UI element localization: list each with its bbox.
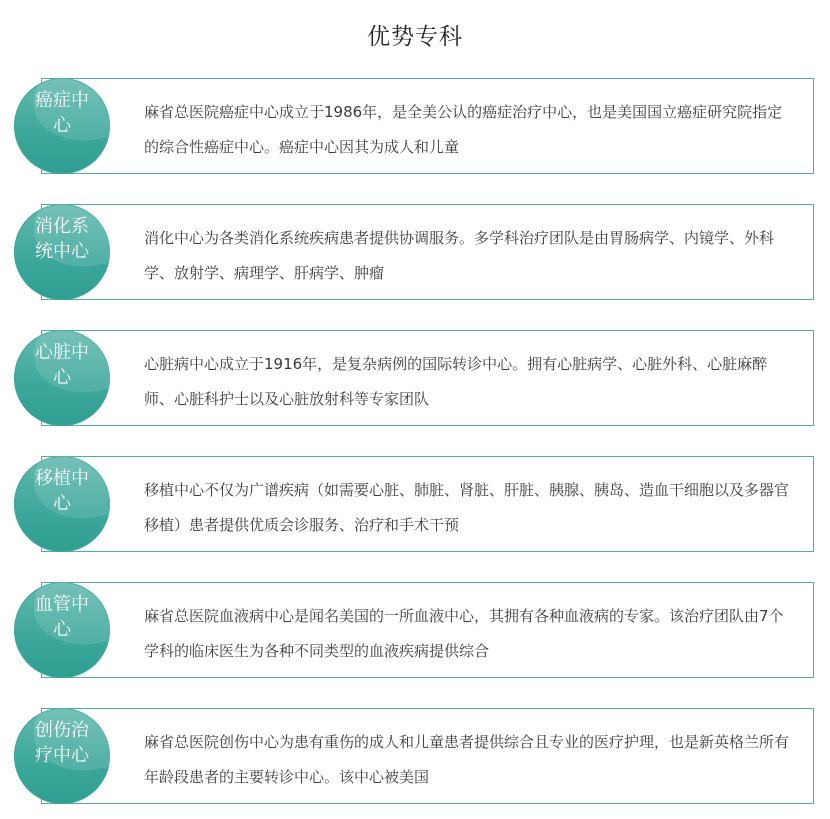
specialty-badge: [14, 456, 110, 552]
specialty-badge: [14, 708, 110, 804]
specialty-description: 心脏病中心成立于1916年，是复杂病例的国际转诊中心。拥有心脏病学、心脏外科、心脏麻醉师、心脏科护士以及心脏放射科等专家团队: [144, 355, 768, 408]
specialty-card-box: [41, 330, 814, 426]
specialty-card-trauma[interactable]: [0, 708, 830, 804]
specialty-badge: [14, 330, 110, 426]
specialty-card-box: [41, 456, 814, 552]
specialty-name: 心脏中心: [35, 342, 89, 388]
specialty-name: 创伤治疗中心: [35, 720, 89, 766]
specialty-card-transplant[interactable]: [0, 456, 830, 552]
specialty-description: 移植中心不仅为广谱疾病（如需要心脏、肺脏、肾脏、肝脏、胰腺、胰岛、造血干细胞以及多器官移植）患者提供优质会诊服务、治疗和手术干预: [144, 481, 790, 534]
specialty-card-box: [41, 582, 814, 678]
specialty-description: 麻省总医院血液病中心是闻名美国的一所血液中心，其拥有各种血液病的专家。该治疗团队由7个学科的临床医生为各种不同类型的血液疾病提供综合: [144, 607, 784, 660]
specialty-name: 移植中心: [35, 468, 89, 514]
specialty-name: 血管中心: [35, 594, 89, 640]
specialty-card-vascular[interactable]: [0, 582, 830, 678]
specialty-description: 麻省总医院癌症中心成立于1986年，是全美公认的癌症治疗中心，也是美国国立癌症研究院指定的综合性癌症中心。癌症中心因其为成人和儿童: [144, 103, 783, 156]
specialty-description: 消化中心为各类消化系统疾病患者提供协调服务。多学科治疗团队是由胃肠病学、内镜学、外科学、放射学、病理学、肝病学、肿瘤: [144, 229, 775, 282]
specialty-card-digestive[interactable]: [0, 204, 830, 300]
specialty-card-cancer[interactable]: [0, 78, 830, 174]
specialty-name: 癌症中心: [35, 90, 89, 136]
specialty-card-box: [41, 78, 814, 174]
specialty-card-box: [41, 708, 814, 804]
specialty-description: 麻省总医院创伤中心为患有重伤的成人和儿童患者提供综合且专业的医疗护理，也是新英格兰所有年龄段患者的主要转诊中心。该中心被美国: [144, 733, 790, 786]
specialty-badge: [14, 204, 110, 300]
specialty-card-box: [41, 204, 814, 300]
specialty-name: 消化系统中心: [35, 216, 89, 262]
specialty-badge: [14, 78, 110, 174]
page-title: 优势专科: [367, 24, 463, 50]
specialty-card-heart[interactable]: [0, 330, 830, 426]
specialty-badge: [14, 582, 110, 678]
